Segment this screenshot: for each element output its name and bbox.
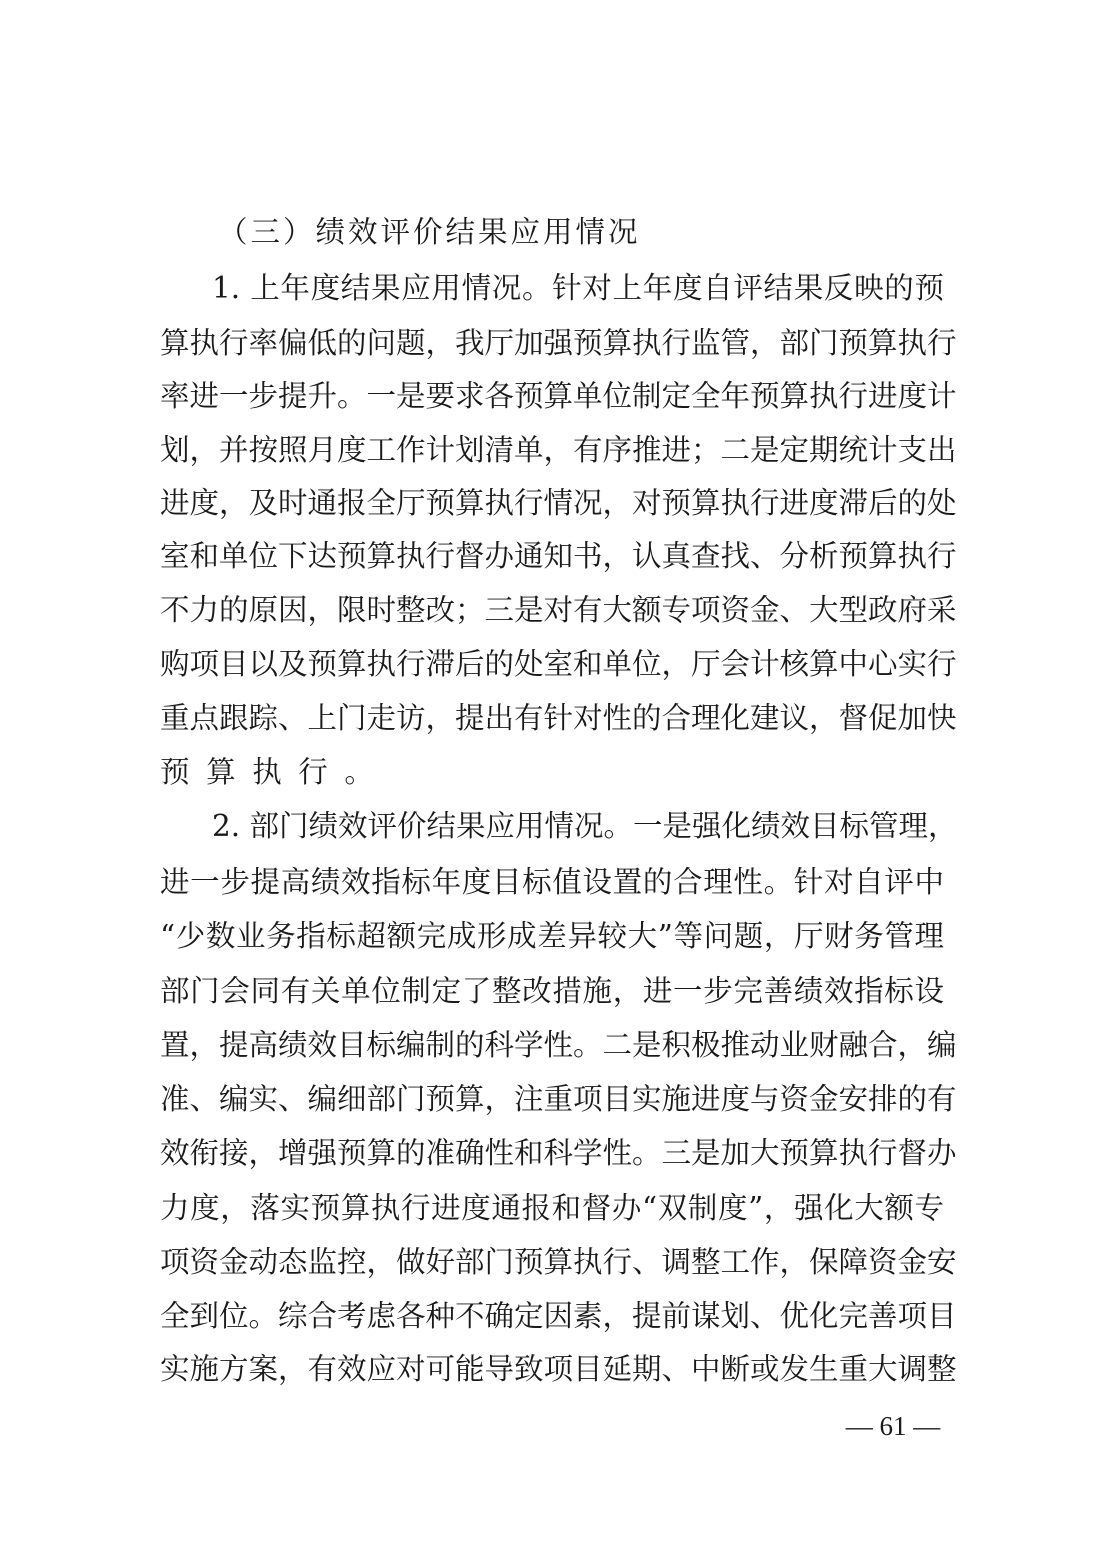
paragraph-line: 效衔接，增强预算的准确性和科学性。三是加大预算执行督办 bbox=[160, 1136, 957, 1170]
page-number: — 61 — bbox=[845, 1411, 941, 1441]
paragraph-line: 重点跟踪、上门走访，提出有针对性的合理化建议，督促加快 bbox=[160, 701, 957, 735]
paragraph-line: 置，提高绩效目标编制的科学性。二是积极推动业财融合，编 bbox=[160, 1028, 957, 1062]
paragraph-line: 预算执行。 bbox=[160, 755, 391, 789]
paragraph-line: 购项目以及预算执行滞后的处室和单位，厅会计核算中心实行 bbox=[160, 647, 957, 681]
paragraph-line: 力度，落实预算执行进度通报和督办“双制度”，强化大额专 bbox=[160, 1191, 944, 1225]
paragraph-line: “少数业务指标超额完成形成差异较大”等问题，厅财务管理 bbox=[160, 919, 944, 953]
paragraph-line: 准、编实、编细部门预算，注重项目实施进度与资金安排的有 bbox=[160, 1082, 957, 1116]
section-heading: （三）绩效评价结果应用情况 bbox=[218, 215, 641, 249]
paragraph-line: 不力的原因，限时整改；三是对有大额专项资金、大型政府采 bbox=[160, 593, 957, 627]
paragraph-line: 项资金动态监控，做好部门预算执行、调整工作，保障资金安 bbox=[160, 1245, 957, 1279]
paragraph-line: 全到位。综合考虑各种不确定因素，提前谋划、优化完善项目 bbox=[160, 1299, 957, 1333]
paragraph-line: 算执行率偏低的问题，我厅加强预算执行监管，部门预算执行 bbox=[160, 326, 957, 360]
paragraph-line: 进一步提高绩效指标年度目标值设置的合理性。针对自评中 bbox=[160, 865, 944, 899]
paragraph-line: 率进一步提升。一是要求各预算单位制定全年预算执行进度计 bbox=[160, 379, 957, 413]
paragraph-line: 实施方案，有效应对可能导致项目延期、中断或发生重大调整 bbox=[160, 1352, 957, 1386]
paragraph-line: 2. 部门绩效评价结果应用情况。一是强化绩效目标管理， bbox=[212, 809, 958, 843]
paragraph-line: 部门会同有关单位制定了整改措施，进一步完善绩效指标设 bbox=[160, 974, 944, 1008]
paragraph-line: 1. 上年度结果应用情况。针对上年度自评结果反映的预 bbox=[212, 271, 944, 305]
paragraph-line: 室和单位下达预算执行督办通知书，认真查找、分析预算执行 bbox=[160, 539, 957, 573]
paragraph-line: 进度，及时通报全厅预算执行情况，对预算执行进度滞后的处 bbox=[160, 486, 957, 520]
paragraph-line: 划，并按照月度工作计划清单，有序推进；二是定期统计支出 bbox=[160, 433, 957, 467]
